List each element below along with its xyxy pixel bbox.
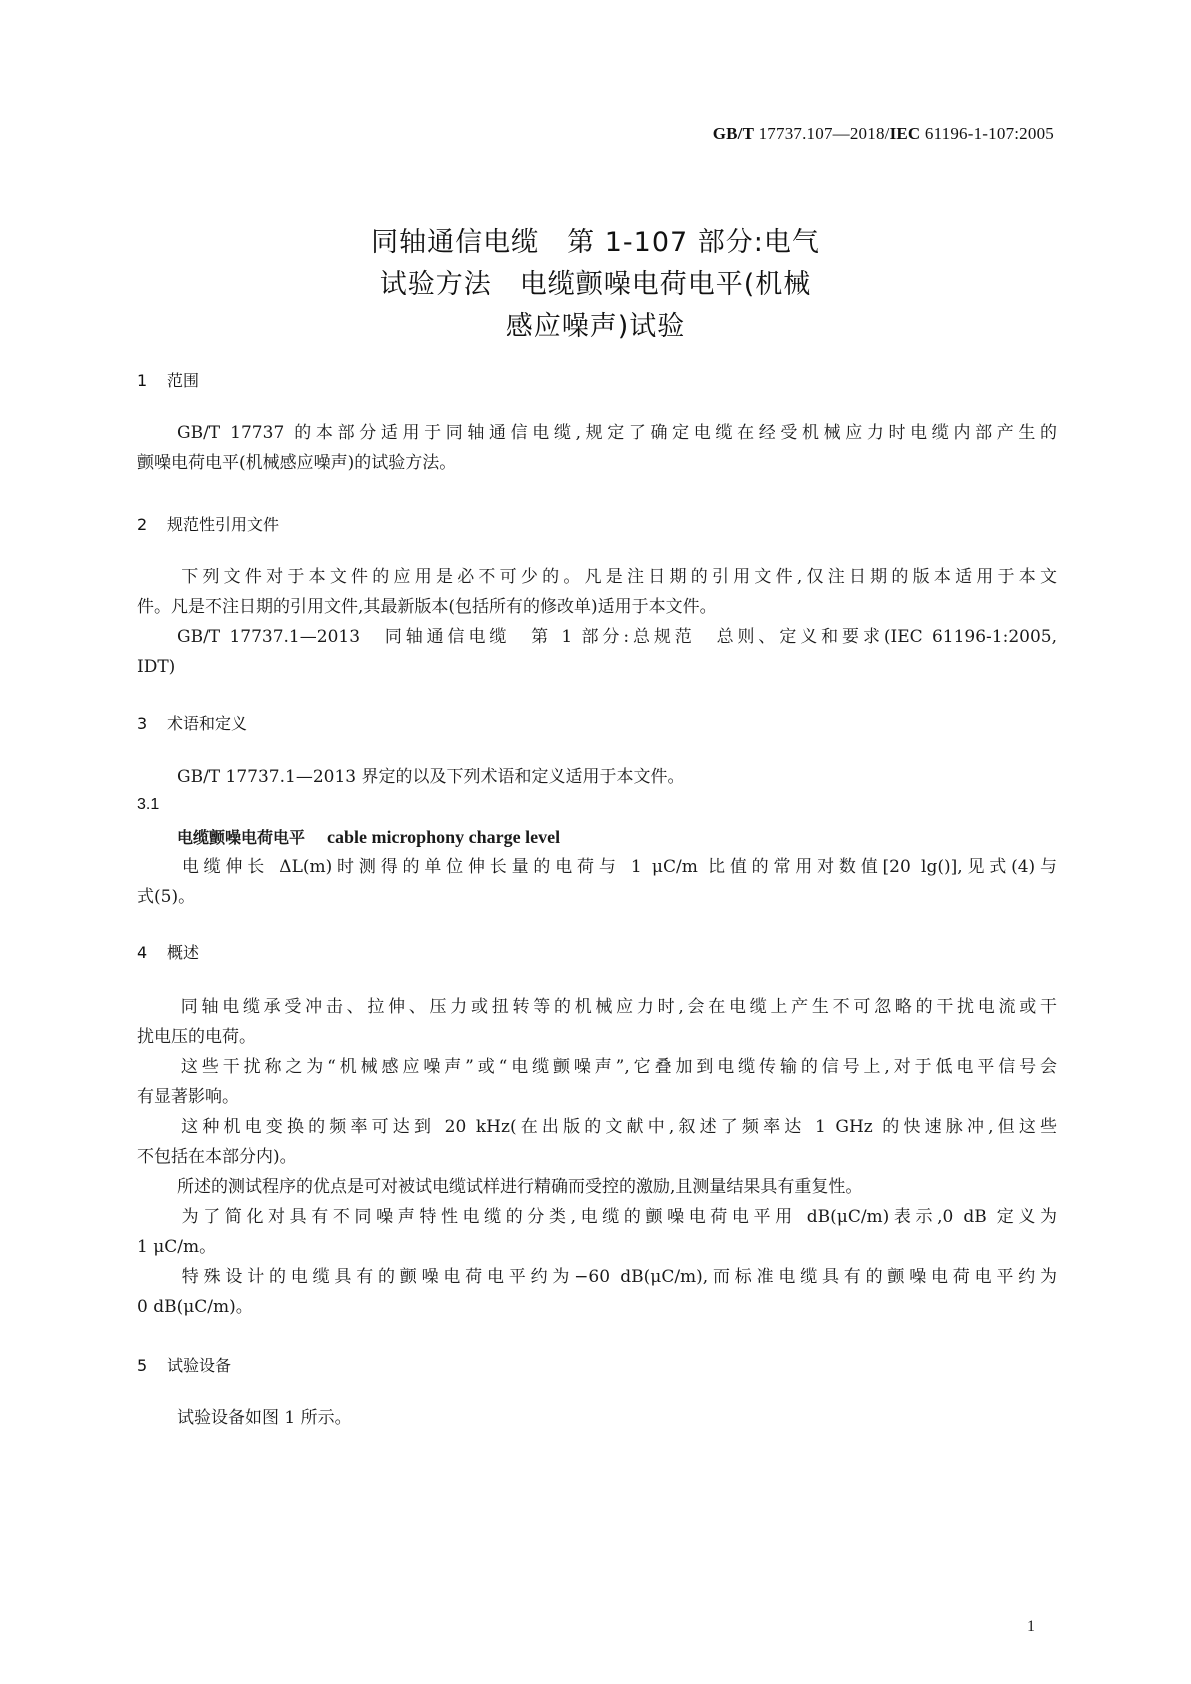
standard-number-header — [713, 124, 1054, 144]
section-4-paragraph-5 — [137, 1202, 1057, 1262]
section-2-paragraph-1 — [137, 562, 1057, 622]
section-title: 术语和定义 — [167, 714, 248, 733]
subsection-3-1-number: 3.1 — [137, 796, 160, 813]
section-4-paragraph-1 — [137, 992, 1057, 1052]
paragraph-line — [137, 1112, 1057, 1142]
title-line-2: 试验方法 电缆颤噪电荷电平(机械 — [379, 269, 812, 300]
section-title: 规范性引用文件 — [167, 515, 280, 534]
paragraph-line — [137, 1262, 1057, 1292]
term-line — [137, 822, 1057, 853]
title-line-3: 感应噪声)试验 — [505, 311, 686, 342]
section-2-reference — [137, 622, 1057, 682]
iec-number: 61196-1-107:2005 — [920, 124, 1054, 143]
std-prefix: GB/T — [712, 124, 755, 143]
section-1-paragraph — [137, 418, 1057, 478]
section-number: 3 — [137, 714, 148, 733]
text-run: 所述的测试程序的优点是可对被试电缆试样进行精确而受控的激励,且测量结果具有重复性。 — [177, 1177, 863, 1197]
paragraph-line — [137, 1403, 1057, 1433]
paragraph-line: 有显著影响。 — [137, 1087, 239, 1107]
text-run: 特殊设计的电缆具有的颤噪电荷电平约为−60 dB(μC/m),而标准电缆具有的颤噪电荷电平约为 — [177, 1267, 1057, 1287]
text-run: GB/T 17737.1—2013 同轴通信电缆 第 1 部分:总规范 总则、定义和要求(IEC 61196-1:2005, — [177, 627, 1057, 647]
section-5-paragraph — [137, 1403, 1057, 1433]
paragraph-line — [137, 622, 1057, 652]
section-number: 4 — [137, 943, 148, 962]
section-title: 范围 — [167, 371, 200, 390]
text-run: 试验设备如图 1 所示。 — [177, 1408, 352, 1428]
term-chinese: 电缆颤噪电荷电平 — [177, 828, 306, 847]
section-title: 概述 — [167, 943, 200, 962]
section-4-paragraph-4 — [137, 1172, 1057, 1202]
section-1-heading — [137, 368, 199, 391]
section-4-heading — [137, 940, 199, 963]
section-5-heading — [137, 1353, 231, 1376]
paragraph-line: IDT) — [137, 657, 176, 677]
text-run: GB/T 17737.1—2013 界定的以及下列术语和定义适用于本文件。 — [177, 767, 685, 787]
paragraph-line — [137, 992, 1057, 1022]
section-number: 2 — [137, 515, 148, 534]
section-4-paragraph-3 — [137, 1112, 1057, 1172]
text-run: 这种机电变换的频率可达到 20 kHz(在出版的文献中,叙述了频率达 1 GHz 的快速脉冲,但这些 — [177, 1117, 1057, 1137]
text-run: 下列文件对于本文件的应用是必不可少的。凡是注日期的引用文件,仅注日期的版本适用于本文 — [177, 567, 1057, 587]
text-run: 为了简化对具有不同噪声特性电缆的分类,电缆的颤噪电荷电平用 dB(μC/m)表示,0 dB 定义为 — [177, 1207, 1057, 1227]
section-2-heading — [137, 512, 279, 535]
text-run: 电缆伸长 ΔL(m)时测得的单位伸长量的电荷与 1 μC/m 比值的常用对数值[20 lg()],见式(4)与 — [177, 857, 1057, 877]
std-number: 17737.107—2018/ — [754, 124, 890, 143]
paragraph-line — [137, 762, 1057, 792]
term-definition — [137, 852, 1057, 912]
section-title: 试验设备 — [167, 1356, 232, 1375]
paragraph-line: 不包括在本部分内)。 — [137, 1147, 297, 1167]
section-number: 5 — [137, 1356, 148, 1375]
document-title — [0, 222, 1191, 348]
paragraph-line — [137, 418, 1057, 448]
paragraph-line: 件。凡是不注日期的引用文件,其最新版本(包括所有的修改单)适用于本文件。 — [137, 597, 717, 617]
text-run: GB/T 17737 的本部分适用于同轴通信电缆,规定了确定电缆在经受机械应力时电缆内部产生的 — [177, 423, 1057, 443]
paragraph-line — [137, 1172, 1057, 1202]
term-english: cable microphony charge level — [327, 827, 561, 847]
paragraph-line: 式(5)。 — [137, 887, 196, 907]
text-run: 同轴电缆承受冲击、拉伸、压力或扭转等的机械应力时,会在电缆上产生不可忽略的干扰电流或干 — [177, 997, 1057, 1017]
paragraph-line: 扰电压的电荷。 — [137, 1027, 256, 1047]
section-number: 1 — [137, 371, 148, 390]
paragraph-line — [137, 1052, 1057, 1082]
iec-prefix: IEC — [889, 124, 921, 143]
section-4-paragraph-2 — [137, 1052, 1057, 1112]
title-line-1: 同轴通信电缆 第 1-107 部分:电气 — [371, 227, 820, 258]
paragraph-line: 颤噪电荷电平(机械感应噪声)的试验方法。 — [137, 453, 457, 473]
paragraph-line: 0 dB(μC/m)。 — [137, 1297, 253, 1317]
paragraph-line: 1 μC/m。 — [137, 1237, 217, 1257]
term-entry — [137, 822, 1057, 853]
page-number: 1 — [1027, 1618, 1035, 1635]
paragraph-line — [137, 852, 1057, 882]
text-run: 这些干扰称之为“机械感应噪声”或“电缆颤噪声”,它叠加到电缆传输的信号上,对于低电平信号会 — [177, 1057, 1057, 1077]
section-3-paragraph — [137, 762, 1057, 792]
paragraph-line — [137, 1202, 1057, 1232]
paragraph-line — [137, 562, 1057, 592]
section-4-paragraph-6 — [137, 1262, 1057, 1322]
section-3-heading — [137, 711, 247, 734]
